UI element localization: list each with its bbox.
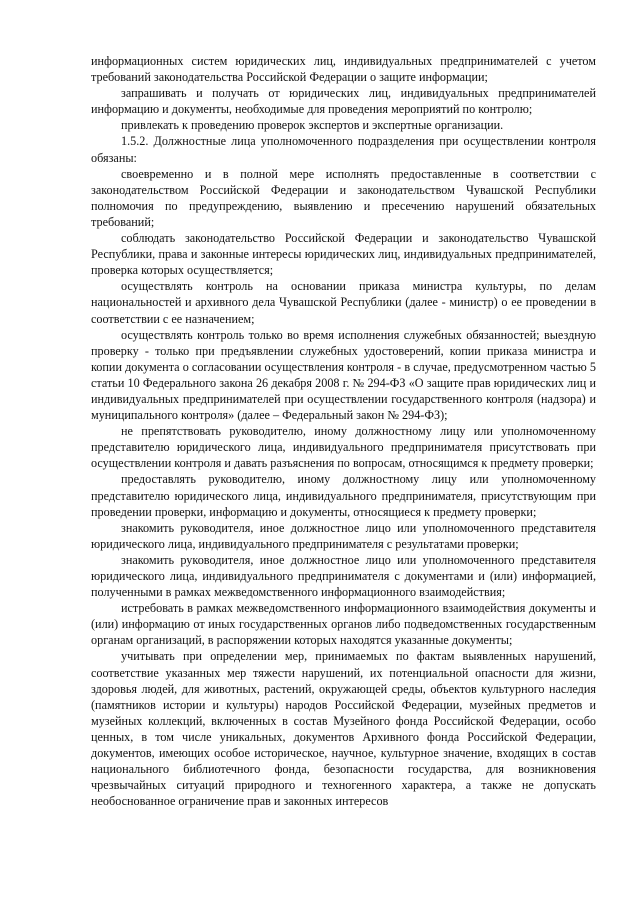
paragraph-not-obstruct: не препятствовать руководителю, иному должностному лицу или уполномоченному представителю юридического лица, индивидуального предпринимателя присутствовать при осуществлении контроля и давать разъяснения по вопросам, относящимся к предмету проверки; xyxy=(91,424,596,471)
paragraph-involve-experts: привлекать к проведению проверок экспертов и экспертные организации. xyxy=(121,118,504,133)
paragraph-acquaint-results: знакомить руководителя, иное должностное лицо или уполномоченного представителя юридического лица, индивидуального предпринимателя с результатами проверки; xyxy=(91,520,596,551)
paragraph-control-during-duties: осуществлять контроль только во время исполнения служебных обязанностей; выездную проверку - только при предъявлении служебных удостоверений, копии приказа министра и копии документа о согласовании осуществления контроля - в случае, предусмотренном частью 5 статьи 10 Федерального закона 26 декабря 2008 г. № 294-ФЗ «О защите прав юридических лиц и индивидуальных предпринимателей при осуществлении государственного контроля (надзора) и муниципального контроля» (далее – Федеральный закон № 294-ФЗ); xyxy=(91,327,596,423)
paragraph-acquaint-documents: знакомить руководителя, иное должностное лицо или уполномоченного представителя юридического лица, индивидуального предпринимателя с документами и (или) информацией, полученными в рамках межведомственного информационного взаимодействия; xyxy=(91,552,596,600)
paragraph-section-1-5-2: 1.5.2. Должностные лица уполномоченного подразделения при осуществлении контроля обязаны: xyxy=(91,134,596,165)
document-page xyxy=(91,53,596,809)
paragraph-control-by-order: осуществлять контроль на основании приказа министра культуры, по делам национальностей и архивного дела Чувашской Республики (далее - министр) о ее проведении в соответствии с ее назначением; xyxy=(91,279,596,326)
paragraph-provide-information: предоставлять руководителю, иному должностному лицу или уполномоченному представителю юридического лица, индивидуального предпринимателя, присутствующим при проведении проверки, информацию и документы, относящиеся к предмету проверки; xyxy=(91,472,596,519)
paragraph-observe-legislation: соблюдать законодательство Российской Федерации и законодательство Чувашской Республики, права и законные интересы юридических лиц, индивидуальных предпринимателей, проверка которых осуществляется; xyxy=(91,231,596,278)
paragraph-continuation-info-systems: информационных систем юридических лиц, индивидуальных предпринимателей с учетом требований законодательства Российской Федерации о защите информации; xyxy=(91,54,596,85)
paragraph-take-into-account: учитывать при определении мер, принимаемых по фактам выявленных нарушений, соответствие указанных мер тяжести нарушений, их потенциальной опасности для жизни, здоровья людей, для животных, растений, окружающей среды, объектов культурного наследия (памятников истории и культуры) народов Российской Федерации, музейных предметов и музейных коллекций, включенных в состав Музейного фонда Российской Федерации, особо ценных, в том числе уникальных, документов Архивного фонда Российской Федерации, документов, имеющих особое историческое, научное, культурное значение, входящих в состав национального библиотечного фонда, безопасности государства, для возникновения чрезвычайных ситуаций природного и техногенного характера, а также не допускать необоснованное ограничение прав и законных интересов xyxy=(91,649,596,809)
paragraph-exercise-powers: своевременно и в полной мере исполнять предоставленные в соответствии с законодательством Российской Федерации и законодательством Чувашской Республики полномочия по предупреждению, выявлению и пресечению нарушений обязательных требований; xyxy=(91,166,596,229)
paragraph-request-interagency: истребовать в рамках межведомственного информационного взаимодействия документы и (или) информацию от иных государственных органов либо подведомственных государственным органам организаций, в распоряжении которых находятся указанные документы; xyxy=(91,601,596,648)
paragraph-request-information: запрашивать и получать от юридических лиц, индивидуальных предпринимателей информацию и документы, необходимые для проведения мероприятий по контролю; xyxy=(91,86,596,117)
